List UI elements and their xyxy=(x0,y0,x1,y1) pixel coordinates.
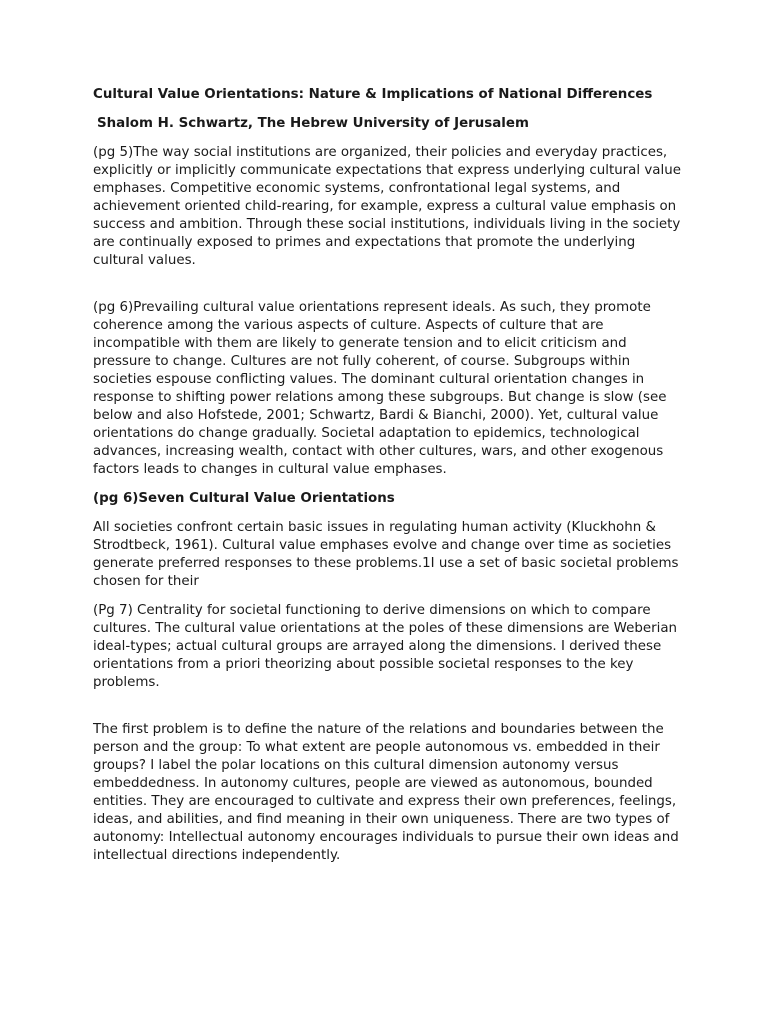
document-author: Shalom H. Schwartz, The Hebrew University of Jerusalem xyxy=(97,116,529,131)
paragraph-pg6: (pg 6)Prevailing cultural value orientations represent ideals. As such, they promote coherence among the various aspects of culture. Aspects of culture that are incompatible with them are likely to generate tension and to elicit criticism and pressure to change. Cultures are not fully coherent, of course. Subgroups within societies espouse conflicting values. The dominant cultural orientation changes in response to shifting power relations among these subgroups. But change is slow (see below and also Hofstede, 2001; Schwartz, Bardi & Bianchi, 2000). Yet, cultural value orientations do change gradually. Societal adaptation to epidemics, technological advances, increasing wealth, contact with other cultures, wars, and other exogenous factors leads to changes in cultural value emphases. xyxy=(93,300,667,477)
paragraph-pg7: (Pg 7) Centrality for societal functioning to derive dimensions on which to compare cultures. The cultural value orientations at the poles of these dimensions are Weberian ideal-types; actual cultural groups are arrayed along the dimensions. I derived these orientations from a priori theorizing about possible societal responses to the key problems. xyxy=(93,603,678,690)
paragraph-basic-issues: All societies confront certain basic issues in regulating human activity (Kluckhohn & Strodtbeck, 1961). Cultural value emphases evolve and change over time as societies generate preferred responses to these problems.1I use a set of basic societal problems chosen for their xyxy=(93,520,679,589)
document-body xyxy=(93,86,683,876)
paragraph-pg5: (pg 5)The way social institutions are organized, their policies and everyday practices, explicitly or implicitly communicate expectations that express underlying cultural value emphases. Competitive economic systems, confrontational legal systems, and achievement oriented child-rearing, for example, express a cultural value emphasis on success and ambition. Through these social institutions, individuals living in the society are continually exposed to primes and expectations that promote the underlying cultural values. xyxy=(93,145,681,268)
document-title: Cultural Value Orientations: Nature & Implications of National Differences xyxy=(93,87,653,102)
blank-line xyxy=(93,703,683,721)
paragraph-first-problem: The first problem is to define the nature of the relations and boundaries between the person and the group: To what extent are people autonomous vs. embedded in their groups? I label the polar locations on this cultural dimension autonomy versus embeddedness. In autonomy cultures, people are viewed as autonomous, bounded entities. They are encouraged to cultivate and express their own preferences, feelings, ideas, and abilities, and find meaning in their own uniqueness. There are two types of autonomy: Intellectual autonomy encourages individuals to pursue their own ideas and intellectual directions independently. xyxy=(93,722,679,863)
blank-line xyxy=(93,281,683,299)
section-heading: (pg 6)Seven Cultural Value Orientations xyxy=(93,491,395,506)
